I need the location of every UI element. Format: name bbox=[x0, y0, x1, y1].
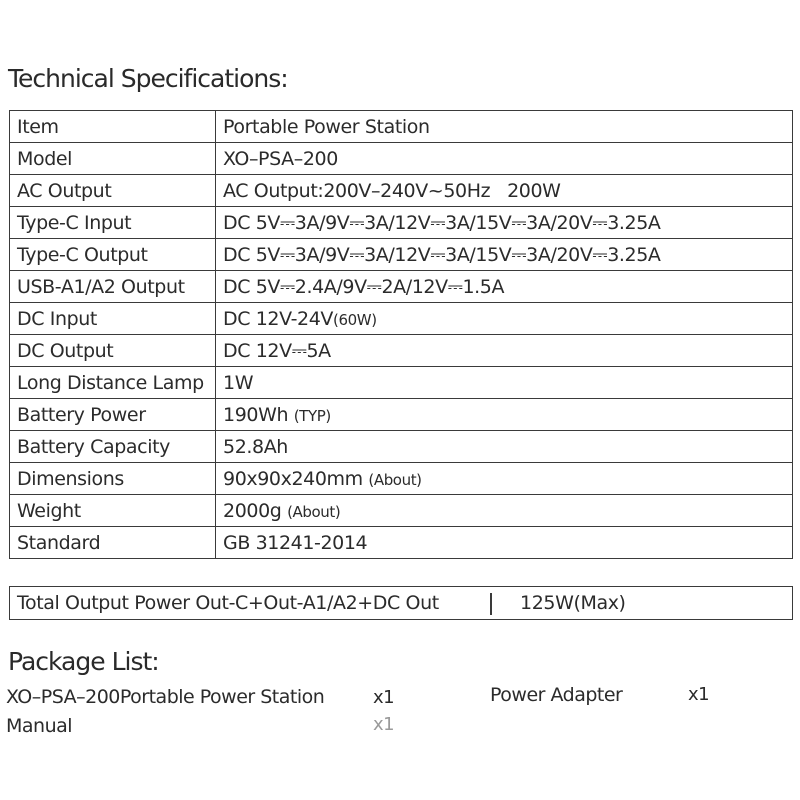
table-row bbox=[10, 399, 793, 431]
spec-label: Type-C Input bbox=[10, 207, 216, 239]
package-item-name: Power Adapter bbox=[490, 684, 623, 706]
package-item-qty: x1 bbox=[688, 684, 710, 705]
spec-label: DC Input bbox=[10, 303, 216, 335]
spec-label: Standard bbox=[10, 527, 216, 559]
table-row bbox=[10, 111, 793, 143]
column-divider bbox=[490, 593, 492, 615]
table-row bbox=[10, 239, 793, 271]
spec-value: DC 5V⎓2.4A/9V⎓2A/12V⎓1.5A bbox=[216, 271, 793, 303]
spec-label: USB-A1/A2 Output bbox=[10, 271, 216, 303]
spec-label: Weight bbox=[10, 495, 216, 527]
spec-value: DC 12V⎓5A bbox=[216, 335, 793, 367]
total-output-label: Total Output Power Out-C+Out-A1/A2+DC Out bbox=[17, 592, 439, 614]
spec-label: Item bbox=[10, 111, 216, 143]
package-item-qty: x1 bbox=[373, 687, 395, 708]
spec-value: DC 5V⎓3A/9V⎓3A/12V⎓3A/15V⎓3A/20V⎓3.25A bbox=[216, 239, 793, 271]
table-row bbox=[10, 495, 793, 527]
spec-value: AC Output:200V–240V~50Hz 200W bbox=[216, 175, 793, 207]
spec-label: Battery Capacity bbox=[10, 431, 216, 463]
table-row bbox=[10, 175, 793, 207]
total-output-row bbox=[9, 586, 793, 620]
spec-label: Type-C Output bbox=[10, 239, 216, 271]
spec-value: XO–PSA–200 bbox=[216, 143, 793, 175]
spec-label: Dimensions bbox=[10, 463, 216, 495]
package-item-name: Manual bbox=[6, 715, 73, 737]
table-row bbox=[10, 335, 793, 367]
spec-label: AC Output bbox=[10, 175, 216, 207]
spec-label: Model bbox=[10, 143, 216, 175]
spec-value: 2000g (About) bbox=[216, 495, 793, 527]
spec-value: Portable Power Station bbox=[216, 111, 793, 143]
table-row bbox=[10, 367, 793, 399]
package-item-name: XO–PSA–200Portable Power Station bbox=[6, 686, 325, 708]
table-row bbox=[10, 527, 793, 559]
table-row bbox=[10, 303, 793, 335]
total-output-value: 125W(Max) bbox=[520, 592, 626, 614]
package-title: Package List: bbox=[8, 647, 159, 676]
spec-label: DC Output bbox=[10, 335, 216, 367]
table-row bbox=[10, 143, 793, 175]
spec-value: DC 12V-24V(60W) bbox=[216, 303, 793, 335]
table-row bbox=[10, 431, 793, 463]
spec-value: 52.8Ah bbox=[216, 431, 793, 463]
spec-table bbox=[9, 110, 793, 559]
spec-value: 1W bbox=[216, 367, 793, 399]
spec-value: 190Wh (TYP) bbox=[216, 399, 793, 431]
spec-title: Technical Specifications: bbox=[8, 64, 288, 93]
spec-value: 90x90x240mm (About) bbox=[216, 463, 793, 495]
spec-label: Long Distance Lamp bbox=[10, 367, 216, 399]
package-item-qty: x1 bbox=[373, 714, 395, 735]
table-row bbox=[10, 271, 793, 303]
table-row bbox=[10, 207, 793, 239]
spec-label: Battery Power bbox=[10, 399, 216, 431]
spec-value: GB 31241-2014 bbox=[216, 527, 793, 559]
spec-value: DC 5V⎓3A/9V⎓3A/12V⎓3A/15V⎓3A/20V⎓3.25A bbox=[216, 207, 793, 239]
table-row bbox=[10, 463, 793, 495]
